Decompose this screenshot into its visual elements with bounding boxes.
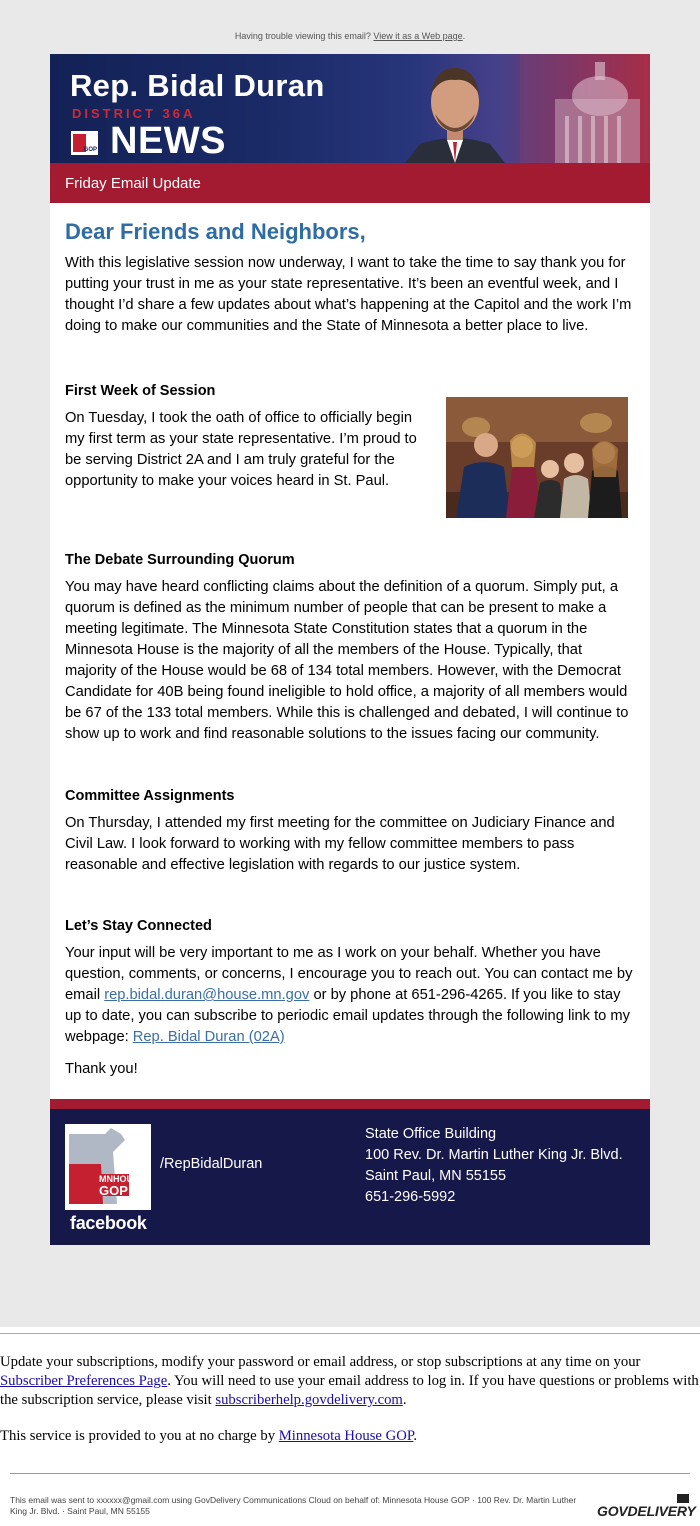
legal-divider — [10, 1473, 690, 1474]
representative-portrait — [390, 54, 520, 163]
facebook-wordmark: facebook — [70, 1213, 147, 1233]
footer-red-rule — [50, 1099, 650, 1109]
svg-text:GOP: GOP — [99, 1183, 128, 1198]
webpage-link[interactable]: Rep. Bidal Duran (02A) — [132, 1029, 285, 1045]
subscriber-preferences-link[interactable]: Subscriber Preferences Page — [0, 1373, 168, 1389]
gop-logo-text: GOP — [83, 147, 97, 153]
facebook-logo-link[interactable] — [65, 1124, 151, 1210]
address-line: State Office Building — [365, 1126, 497, 1142]
email-body — [50, 203, 650, 1099]
intro-paragraph: With this legislative session now underway, I want to take the time to say thank you for putting your trust in me as your state representative. It’s been an eventful week, and I thought I’d share a few updates about what’s happening at the Capitol and the work I’m doing to make our communities and the State of Minnesota a better place to live. — [65, 255, 632, 334]
footer — [50, 1109, 650, 1245]
office-address — [365, 1124, 623, 1208]
section-heading-first-week: First Week of Session — [65, 383, 216, 399]
sign-off: Thank you! — [65, 1061, 138, 1077]
section-heading-quorum: The Debate Surrounding Quorum — [65, 552, 295, 568]
service-paragraph: This service is provided to you at no charge by Minnesota House GOP. — [0, 1428, 418, 1444]
gop-logo — [71, 131, 98, 155]
committee-paragraph: On Thursday, I attended my first meeting for the committee on Judiciary Finance and Civil Law. I look forward to working with my fellow committee members to pass reasonable and effective legislation with regards to our justice system. — [65, 815, 615, 873]
subject-bar: Friday Email Update — [50, 163, 650, 203]
subscription-paragraph: Update your subscriptions, modify your password or email address, or stop subscriptions at any time on your Subscriber Preferences Page. You will need to use your email address to log in. If you have questions or problems with the subscription service, please visit subscriberhelp.govdelivery.com. — [0, 1354, 699, 1408]
mn-house-gop-logo — [65, 1124, 151, 1210]
facebook-handle-link[interactable]: /RepBidalDuran — [160, 1156, 263, 1172]
view-as-web-page-link[interactable]: View it as a Web page — [373, 31, 463, 41]
representative-name: Rep. Bidal Duran — [70, 68, 325, 103]
govdelivery-logo-link[interactable]: GOVDELIVERY — [597, 1503, 696, 1519]
govdelivery-envelope-icon — [677, 1494, 689, 1503]
legal-text: This email was sent to xxxxxx@gmail.com using GovDelivery Communications Cloud on behalf of: Minnesota House GOP · 100 Rev. Dr. Martin Luther King Jr. Blvd. · Saint Paul, MN 55155 — [10, 1495, 577, 1516]
section-heading-committee: Committee Assignments — [65, 788, 235, 804]
address-phone: 651-296-5992 — [365, 1189, 456, 1205]
first-week-section — [65, 408, 635, 492]
email-card — [50, 54, 650, 1245]
subscriber-help-link[interactable]: subscriberhelp.govdelivery.com — [215, 1392, 403, 1408]
header-banner — [50, 54, 650, 163]
preheader-text: Having trouble viewing this email? — [234, 31, 371, 41]
section-heading-connect: Let’s Stay Connected — [65, 918, 212, 934]
minnesota-house-gop-link[interactable]: Minnesota House GOP — [278, 1428, 414, 1444]
address-line: 100 Rev. Dr. Martin Luther King Jr. Blvd. — [365, 1147, 623, 1163]
news-title: NEWS — [110, 120, 226, 162]
svg-text:MNHOUSE: MNHOUSE — [99, 1174, 146, 1184]
address-line: Saint Paul, MN 55155 — [365, 1168, 507, 1184]
preheader: Having trouble viewing this email? View it as a Web page. — [234, 31, 466, 41]
connect-paragraph: Your input will be very important to me as I work on your behalf. Whether you have question, comments, or concerns, I encourage you to reach out. You can contact me by email rep.bidal.duran@house.mn.gov or by phone at 651-296-4265. If you like to stay up to date, you can subscribe to periodic email updates through the following link to my webpage: Rep. Bidal Duran (02A) — [65, 945, 633, 1045]
capitol-image — [520, 54, 650, 163]
first-week-paragraph: On Tuesday, I took the oath of office to officially begin my first term as your state representative. I’m proud to be serving District 2A and I am truly grateful for the opportunity to make your voices heard in St. Paul. — [65, 410, 417, 489]
subscription-info — [0, 1333, 700, 1446]
greeting: Dear Friends and Neighbors, — [65, 219, 366, 244]
quorum-paragraph: You may have heard conflicting claims about the definition of a quorum. Simply put, a quorum is defined as the minimum number of people that can be present to make a meeting legitimate. The Minnesota State Constitution states that a quorum in the Minnesota House is the majority of all the members of the House. Typically, that majority of the House would be 68 of 134 total members. However, with the Democrat Candidate for 40B being found ineligible to hold office, a majority of all members would be 67 of the 133 total members. While this is challenged and debated, I will continue to show up to work and find reasonable solutions to the issues facing our community. — [65, 579, 629, 742]
email-link[interactable]: rep.bidal.duran@house.mn.gov — [104, 987, 310, 1003]
district-label: DISTRICT 36A — [72, 106, 196, 121]
family-photo — [446, 397, 628, 518]
